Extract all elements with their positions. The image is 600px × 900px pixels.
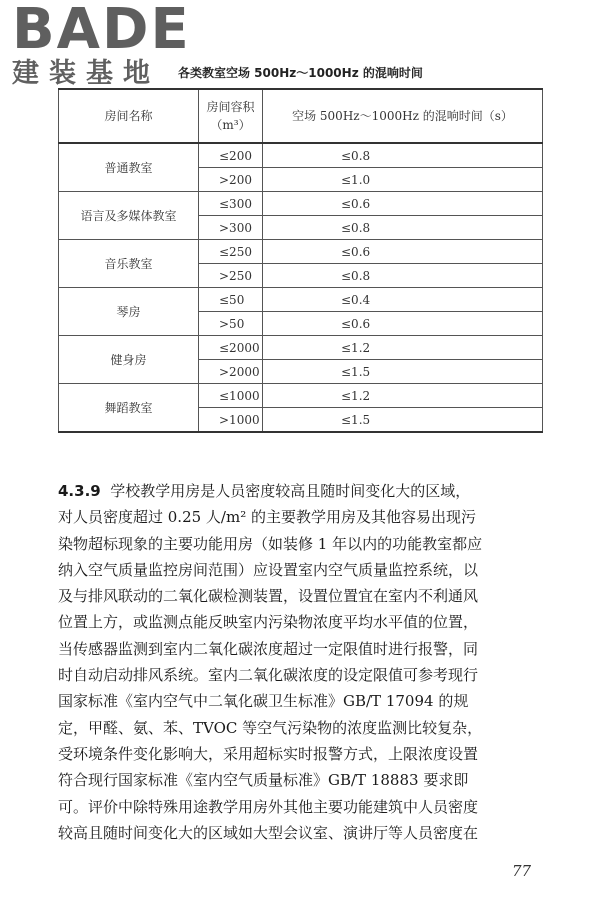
header-room-volume xyxy=(199,89,263,143)
header-volume-label: 房间容积 xyxy=(206,100,255,114)
paragraph-line: 当传感器监测到室内二氧化碳浓度超过一定限值时进行报警，同 xyxy=(58,639,479,658)
table-title: 各类教室空场 500Hz～1000Hz 的混响时间 xyxy=(178,66,423,80)
paragraph-line xyxy=(58,478,544,504)
reverb-cell: ≤0.6 xyxy=(263,312,543,336)
paragraph-line: 符合现行国家标准《室内空气质量标准》GB/T 18883 要求即 xyxy=(58,771,469,790)
reverb-cell: ≤1.0 xyxy=(263,168,543,192)
header-reverb-time: 空场 500Hz～1000Hz 的混响时间（s） xyxy=(263,89,543,143)
volume-cell: ≤300 xyxy=(199,192,263,216)
table-row xyxy=(59,288,543,312)
volume-cell: ≤50 xyxy=(199,288,263,312)
room-name-cell: 舞蹈教室 xyxy=(59,384,199,433)
volume-cell: ≤200 xyxy=(199,143,263,168)
paragraph-line: 国家标准《室内空气中二氧化碳卫生标准》GB/T 17094 的规 xyxy=(58,692,469,711)
reverb-cell: ≤0.4 xyxy=(263,288,543,312)
section-number: 4.3.9 xyxy=(58,482,101,500)
reverb-cell: ≤0.6 xyxy=(263,240,543,264)
volume-cell: >300 xyxy=(199,216,263,240)
volume-cell: >200 xyxy=(199,168,263,192)
room-name-cell: 普通教室 xyxy=(59,143,199,192)
reverb-cell: ≤1.5 xyxy=(263,360,543,384)
volume-cell: >50 xyxy=(199,312,263,336)
volume-cell: >1000 xyxy=(199,408,263,433)
room-name-cell: 健身房 xyxy=(59,336,199,384)
paragraph-line: 位置上方，或监测点能反映室内污染物浓度平均水平值的位置， xyxy=(58,613,479,632)
table-row xyxy=(59,240,543,264)
logo-brand: BADE xyxy=(12,0,191,62)
reverb-cell: ≤1.2 xyxy=(263,336,543,360)
header-room-name: 房间名称 xyxy=(59,89,199,143)
room-name-cell: 语言及多媒体教室 xyxy=(59,192,199,240)
paragraph-line: 受环境条件变化影响大，采用超标实时报警方式，上限浓度设置 xyxy=(58,744,479,763)
paragraph-line: 定，甲醛、氨、苯、TVOC 等空气污染物的浓度监测比较复杂， xyxy=(58,718,483,737)
paragraph-line: 及与排风联动的二氧化碳检测装置，设置位置宜在室内不利通风 xyxy=(58,587,479,606)
table-row xyxy=(59,192,543,216)
table-row xyxy=(59,143,543,168)
reverberation-table xyxy=(58,88,543,433)
volume-cell: ≤2000 xyxy=(199,336,263,360)
volume-cell: ≤1000 xyxy=(199,384,263,408)
paragraph-line: 较高且随时间变化大的区域如大型会议室、演讲厅等人员密度在 xyxy=(58,823,479,842)
reverb-cell: ≤0.6 xyxy=(263,192,543,216)
page-number: 77 xyxy=(512,862,532,880)
reverb-cell: ≤0.8 xyxy=(263,264,543,288)
reverb-cell: ≤0.8 xyxy=(263,143,543,168)
room-name-cell: 琴房 xyxy=(59,288,199,336)
logo-tagline: 建装基地 xyxy=(12,58,160,89)
reverb-cell: ≤1.5 xyxy=(263,408,543,433)
paragraph-line: 纳入空气质量监控房间范围）应设置室内空气质量监控系统，以 xyxy=(58,560,479,579)
paragraph-line: 时自动启动排风系统。室内二氧化碳浓度的设定限值可参考现行 xyxy=(58,666,479,685)
section-paragraph xyxy=(58,478,544,846)
reverb-cell: ≤0.8 xyxy=(263,216,543,240)
table-row xyxy=(59,384,543,408)
volume-cell: >2000 xyxy=(199,360,263,384)
volume-cell: >250 xyxy=(199,264,263,288)
paragraph-text: 学校教学用房是人员密度较高且随时间变化大的区域， xyxy=(110,482,471,500)
room-name-cell: 音乐教室 xyxy=(59,240,199,288)
table-row xyxy=(59,336,543,360)
header-volume-unit: （m³） xyxy=(210,118,251,132)
reverb-cell: ≤1.2 xyxy=(263,384,543,408)
paragraph-line: 染物超标现象的主要功能用房（如装修 1 年以内的功能教室都应 xyxy=(58,534,483,553)
paragraph-line: 可。评价中除特殊用途教学用房外其他主要功能建筑中人员密度 xyxy=(58,797,479,816)
volume-cell: ≤250 xyxy=(199,240,263,264)
paragraph-line: 对人员密度超过 0.25 人/m² 的主要教学用房及其他容易出现污 xyxy=(58,508,476,527)
